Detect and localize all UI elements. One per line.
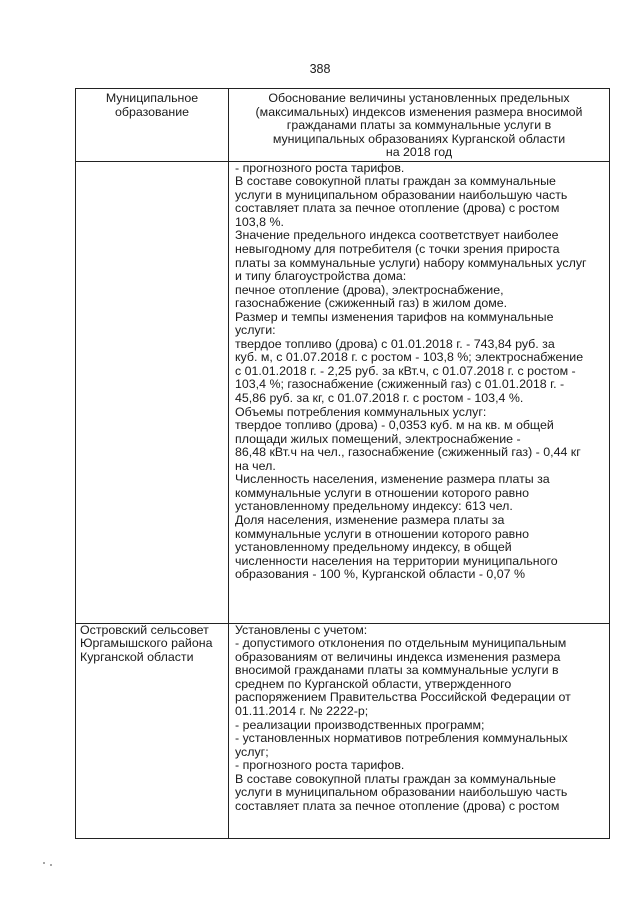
text-line: 45,86 руб. за кг, с 01.07.2018 г. с ростом - 103,4 %. bbox=[235, 391, 524, 406]
text-line: услуги: bbox=[235, 323, 276, 338]
page-number: 388 bbox=[309, 62, 331, 76]
text-line: площади жилых помещений, электроснабжение - bbox=[235, 431, 521, 446]
text-line: Значение предельного индекса соответствует наиболее bbox=[235, 228, 559, 243]
text-line: Установлены с учетом: bbox=[235, 622, 368, 637]
header-justification bbox=[229, 89, 610, 162]
text-line: установленному предельному индексу, в общей bbox=[235, 540, 512, 555]
header-line: образование bbox=[114, 104, 190, 119]
text-line: коммунальные услуги в отношении которого равно bbox=[235, 485, 529, 500]
table-header-row bbox=[76, 89, 610, 162]
justification-cell bbox=[229, 161, 610, 623]
text-line: среднем по Курганской области, утвержденного bbox=[235, 676, 512, 691]
text-line: 01.11.2014 г. № 2222-р; bbox=[235, 704, 369, 719]
header-line: муниципальных образованиях Курганской области bbox=[272, 131, 566, 146]
text-line: и типу благоустройства дома: bbox=[235, 269, 407, 284]
text-line: образования - 100 %, Курганской области - 0,07 % bbox=[235, 567, 525, 582]
text-line: твердое топливо (дрова) с 01.01.2018 г. - 743,84 руб. за bbox=[235, 336, 555, 351]
text-line: распоряжением Правительства Российской Федерации от bbox=[235, 690, 571, 705]
text-line: печное отопление (дрова), электроснабжение, bbox=[235, 282, 504, 297]
text-line: с 01.01.2018 г. - 2,25 руб. за кВт.ч, с 01.07.2018 г. с ростом - bbox=[235, 363, 576, 378]
header-line: на 2018 год bbox=[385, 145, 453, 160]
header-line: гражданами платы за коммунальные услуги в bbox=[286, 118, 552, 133]
text-line: на чел. bbox=[235, 458, 276, 473]
text-line: составляет плата за печное отопление (дрова) с ростом bbox=[235, 798, 560, 813]
text-line: Размер и темпы изменения тарифов на коммунальные bbox=[235, 309, 554, 324]
municipality-line: Островский сельсовет bbox=[80, 622, 209, 637]
text-line: невыгодному для потребителя (с точки зрения прироста bbox=[235, 242, 560, 257]
scan-speck bbox=[50, 864, 52, 866]
text-line: услуги в муниципальном образовании наибольшую часть bbox=[235, 785, 568, 800]
header-municipality bbox=[76, 89, 229, 162]
text-line: - установленных нормативов потребления коммунальных bbox=[235, 731, 568, 746]
municipality-cell bbox=[76, 161, 229, 623]
text-line: 86,48 кВт.ч на чел., газоснабжение (сжиженный газ) - 0,44 кг bbox=[235, 445, 581, 460]
text-line: газоснабжение (сжиженный газ) в жилом доме. bbox=[235, 296, 508, 311]
header-line: Обоснование величины установленных предельных bbox=[268, 91, 570, 105]
municipality-cell bbox=[76, 623, 229, 838]
text-line: - прогнозного роста тарифов. bbox=[235, 160, 405, 175]
text-line: В составе совокупной платы граждан за коммунальные bbox=[235, 174, 556, 189]
text-line: услуги в муниципальном образовании наибольшую часть bbox=[235, 187, 568, 202]
text-line: вносимой гражданами платы за коммунальные услуги в bbox=[235, 663, 559, 678]
text-line: куб. м, с 01.07.2018 г. с ростом - 103,8 %; электроснабжение bbox=[235, 350, 584, 365]
text-line: Численность населения, изменение размера платы за bbox=[235, 472, 550, 487]
text-line: твердое топливо (дрова) - 0,0353 куб. м на кв. м общей bbox=[235, 418, 554, 433]
justification-cell bbox=[229, 623, 610, 838]
text-line: - допустимого отклонения по отдельным муниципальным bbox=[235, 636, 567, 651]
text-line: Доля населения, изменение размера платы за bbox=[235, 512, 505, 527]
header-line: (максимальных) индексов изменения размера вносимой bbox=[255, 104, 583, 119]
table-row bbox=[76, 623, 610, 838]
text-line: 103,8 %. bbox=[235, 214, 284, 229]
text-line: коммунальные услуги в отношении которого равно bbox=[235, 526, 529, 541]
text-line: составляет плата за печное отопление (дрова) с ростом bbox=[235, 201, 560, 216]
tariff-justification-table bbox=[75, 88, 610, 839]
text-line: 103,4 %; газоснабжение (сжиженный газ) с 01.01.2018 г. - bbox=[235, 377, 565, 392]
text-line: установленному предельному индексу: 613 чел. bbox=[235, 499, 513, 514]
table-row bbox=[76, 161, 610, 623]
text-line: численности населения на территории муниципального bbox=[235, 553, 558, 568]
text-line: - реализации производственных программ; bbox=[235, 717, 485, 732]
text-line: Объемы потребления коммунальных услуг: bbox=[235, 404, 487, 419]
text-line: - прогнозного роста тарифов. bbox=[235, 758, 405, 773]
municipality-line: Курганской области bbox=[80, 649, 194, 664]
header-line: Муниципальное bbox=[105, 91, 199, 105]
municipality-line: Юргамышского района bbox=[80, 636, 213, 651]
text-line: платы за коммунальные услуги) набору коммунальных услуг bbox=[235, 255, 587, 270]
text-line: услуг; bbox=[235, 744, 269, 759]
text-line: В составе совокупной платы граждан за коммунальные bbox=[235, 771, 556, 786]
text-line: образованиям от величины индекса изменения размера bbox=[235, 649, 561, 664]
scan-speck bbox=[43, 862, 45, 864]
